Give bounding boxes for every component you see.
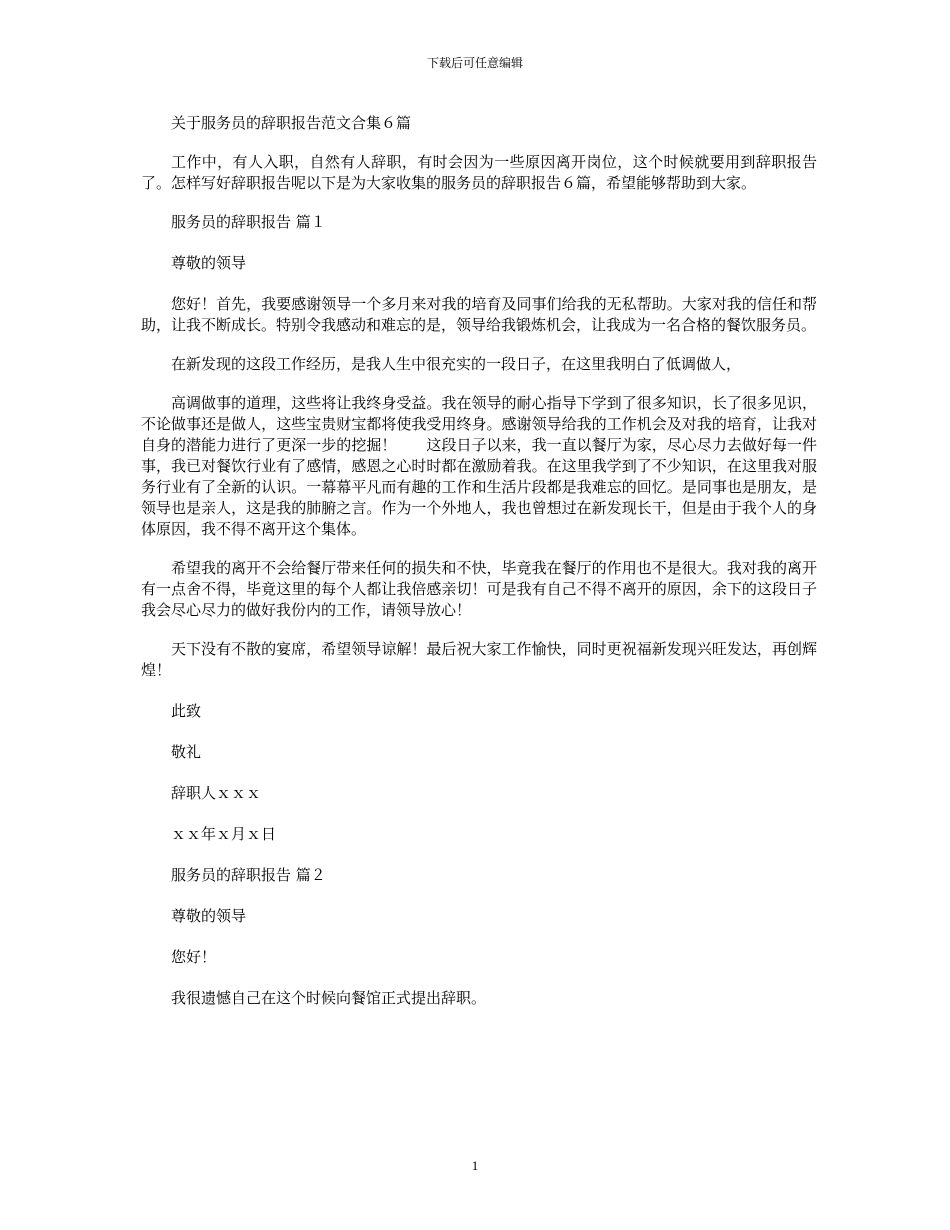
body-paragraph: 希望我的离开不会给餐厅带来任何的损失和不快，毕竟我在餐厅的作用也不是很大。我对我的离开有一点舍不得，毕竟这里的每个人都让我倍感亲切！可是我有自己不得不离开的原因，余下的这段日子我会尽心尽力的做好我份内的工作，请领导放心！ xyxy=(141,559,817,619)
body-paragraph: 高调做事的道理，这些将让我终身受益。我在领导的耐心指导下学到了很多知识，长了很多见识，不论做事还是做人，这些宝贵财宝都将使我受用终身。感谢领导给我的工作机会及对我的培育，让我对自身的潜能力进行了更深一步的挖掘！ 这段日子以来，我一直以餐厅为家，尽心尽力去做好每一件事，我已对餐饮行业有了感情，感恩之心时时都在激励着我。在这里我学到了不少知识，在这里我对服务行业有了全新的认识。一幕幕平凡而有趣的工作和生活片段都是我难忘的回忆。是同事也是朋友，是领导也是亲人，这是我的肺腑之言。作为一个外地人，我也曾想过在新发现长干，但是由于我个人的身体原因，我不得不离开这个集体。 xyxy=(141,394,817,538)
date-line: ｘｘ年ｘ月ｘ日 xyxy=(171,825,277,843)
intro-paragraph: 工作中，有人入职，自然有人辞职，有时会因为一些原因离开岗位，这个时候就要用到辞职报告了。怎样写好辞职报告呢以下是为大家收集的服务员的辞职报告６篇，希望能够帮助到大家。 xyxy=(141,153,817,192)
body-paragraph: 您好！首先，我要感谢领导一个多月来对我的培育及同事们给我的无私帮助。大家对我的信任和帮助，让我不断成长。特别令我感动和难忘的是，领导给我锻炼机会，让我成为一名合格的餐饮服务员。 xyxy=(141,295,817,334)
page-header: 下载后可任意编辑 xyxy=(426,56,523,70)
document-body xyxy=(141,113,817,1027)
closing-line: 敬礼 xyxy=(171,743,202,761)
salutation: 尊敬的领导 xyxy=(171,254,247,272)
section-heading-1: 服务员的辞职报告 篇１ xyxy=(171,213,326,231)
closing-line: 此致 xyxy=(171,702,202,720)
body-paragraph: 我很遗憾自己在这个时候向餐馆正式提出辞职。 xyxy=(171,989,487,1007)
body-paragraph: 在新发现的这段工作经历，是我人生中很充实的一段日子，在这里我明白了低调做人， xyxy=(171,355,742,373)
section-heading-2: 服务员的辞职报告 篇２ xyxy=(171,866,326,884)
document-title: 关于服务员的辞职报告范文合集６篇 xyxy=(171,114,412,132)
signature-line: 辞职人ｘｘｘ xyxy=(171,784,262,802)
page-number: 1 xyxy=(471,1158,479,1173)
salutation: 尊敬的领导 xyxy=(171,907,247,925)
greeting: 您好！ xyxy=(171,948,217,966)
body-paragraph: 天下没有不散的宴席，希望领导谅解！最后祝大家工作愉快，同时更祝福新发现兴旺发达，再创辉煌！ xyxy=(141,640,817,679)
